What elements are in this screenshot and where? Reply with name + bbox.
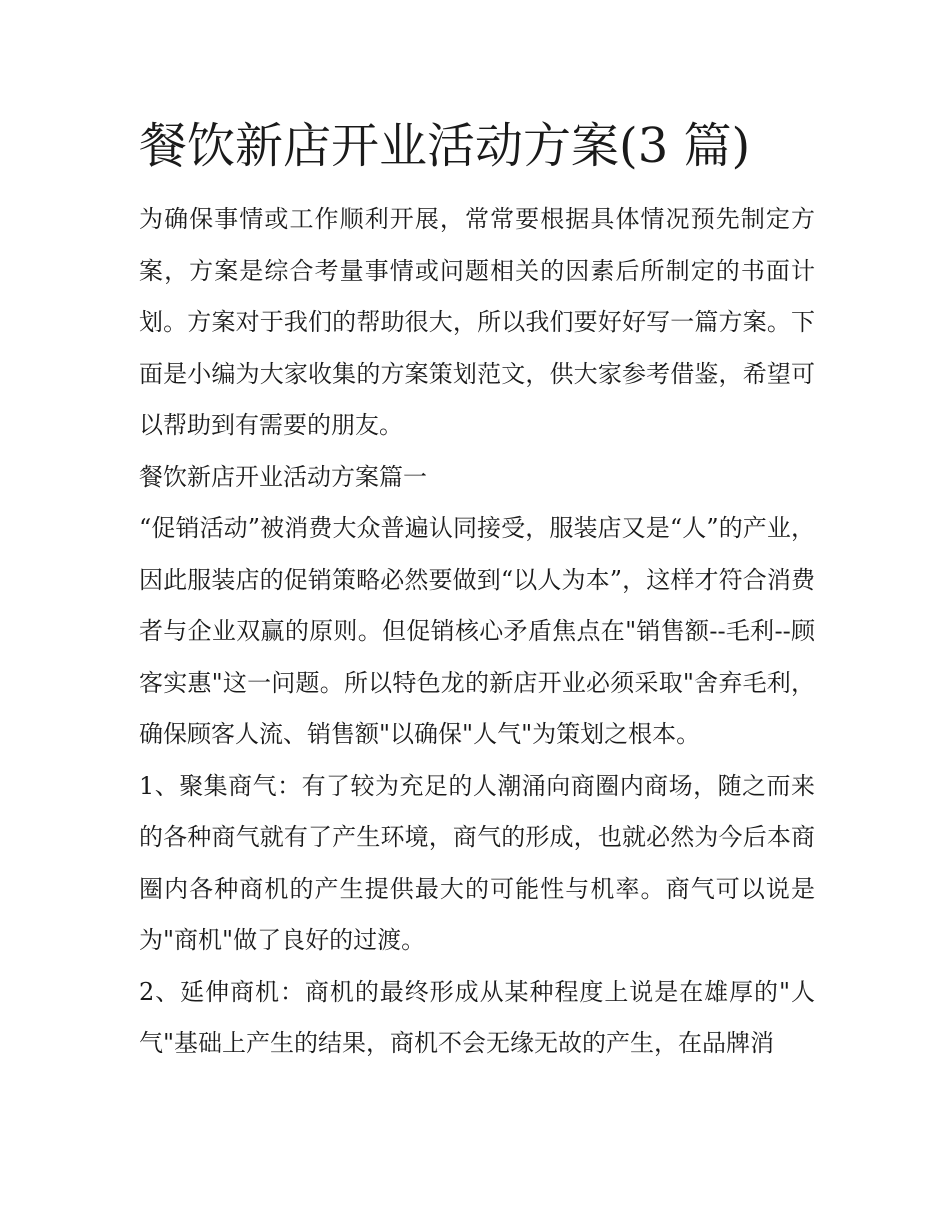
document-title: 餐饮新店开业活动方案(3 篇) — [139, 118, 751, 174]
document-body — [139, 110, 815, 1070]
section-heading: 餐饮新店开业活动方案篇一 — [139, 462, 427, 491]
list-item-1: 1、聚集商气：有了较为充足的人潮涌向商圈内商场，随之而来的各种商气就有了产生环境，商气的形成，也就必然为今后本商圈内各种商机的产生提供最大的可能性与机率。商气可以说是为"商机"做了良好的过渡。 — [139, 771, 815, 954]
body-paragraph: “促销活动”被消费大众普遍认同接受，服装店又是“人”的产业，因此服装店的促销策略必然要做到“以人为本”，这样才符合消费者与企业双赢的原则。但促销核心矛盾焦点在"销售额--毛利--顾客实惠"这一问题。所以特色龙的新店开业必须采取"舍弃毛利，确保顾客人流、销售额"以确保"人气"为策划之根本。 — [139, 514, 815, 748]
list-item-2: 2、延伸商机：商机的最终形成从某种程度上说是在雄厚的"人气"基础上产生的结果，商机不会无缘无故的产生，在品牌消 — [139, 977, 815, 1057]
intro-paragraph: 为确保事情或工作顺利开展，常常要根据具体情况预先制定方案，方案是综合考量事情或问题相关的因素后所制定的书面计划。方案对于我们的帮助很大，所以我们要好好写一篇方案。下面是小编为大家收集的方案策划范文，供大家参考借鉴，希望可以帮助到有需要的朋友。 — [139, 205, 815, 439]
